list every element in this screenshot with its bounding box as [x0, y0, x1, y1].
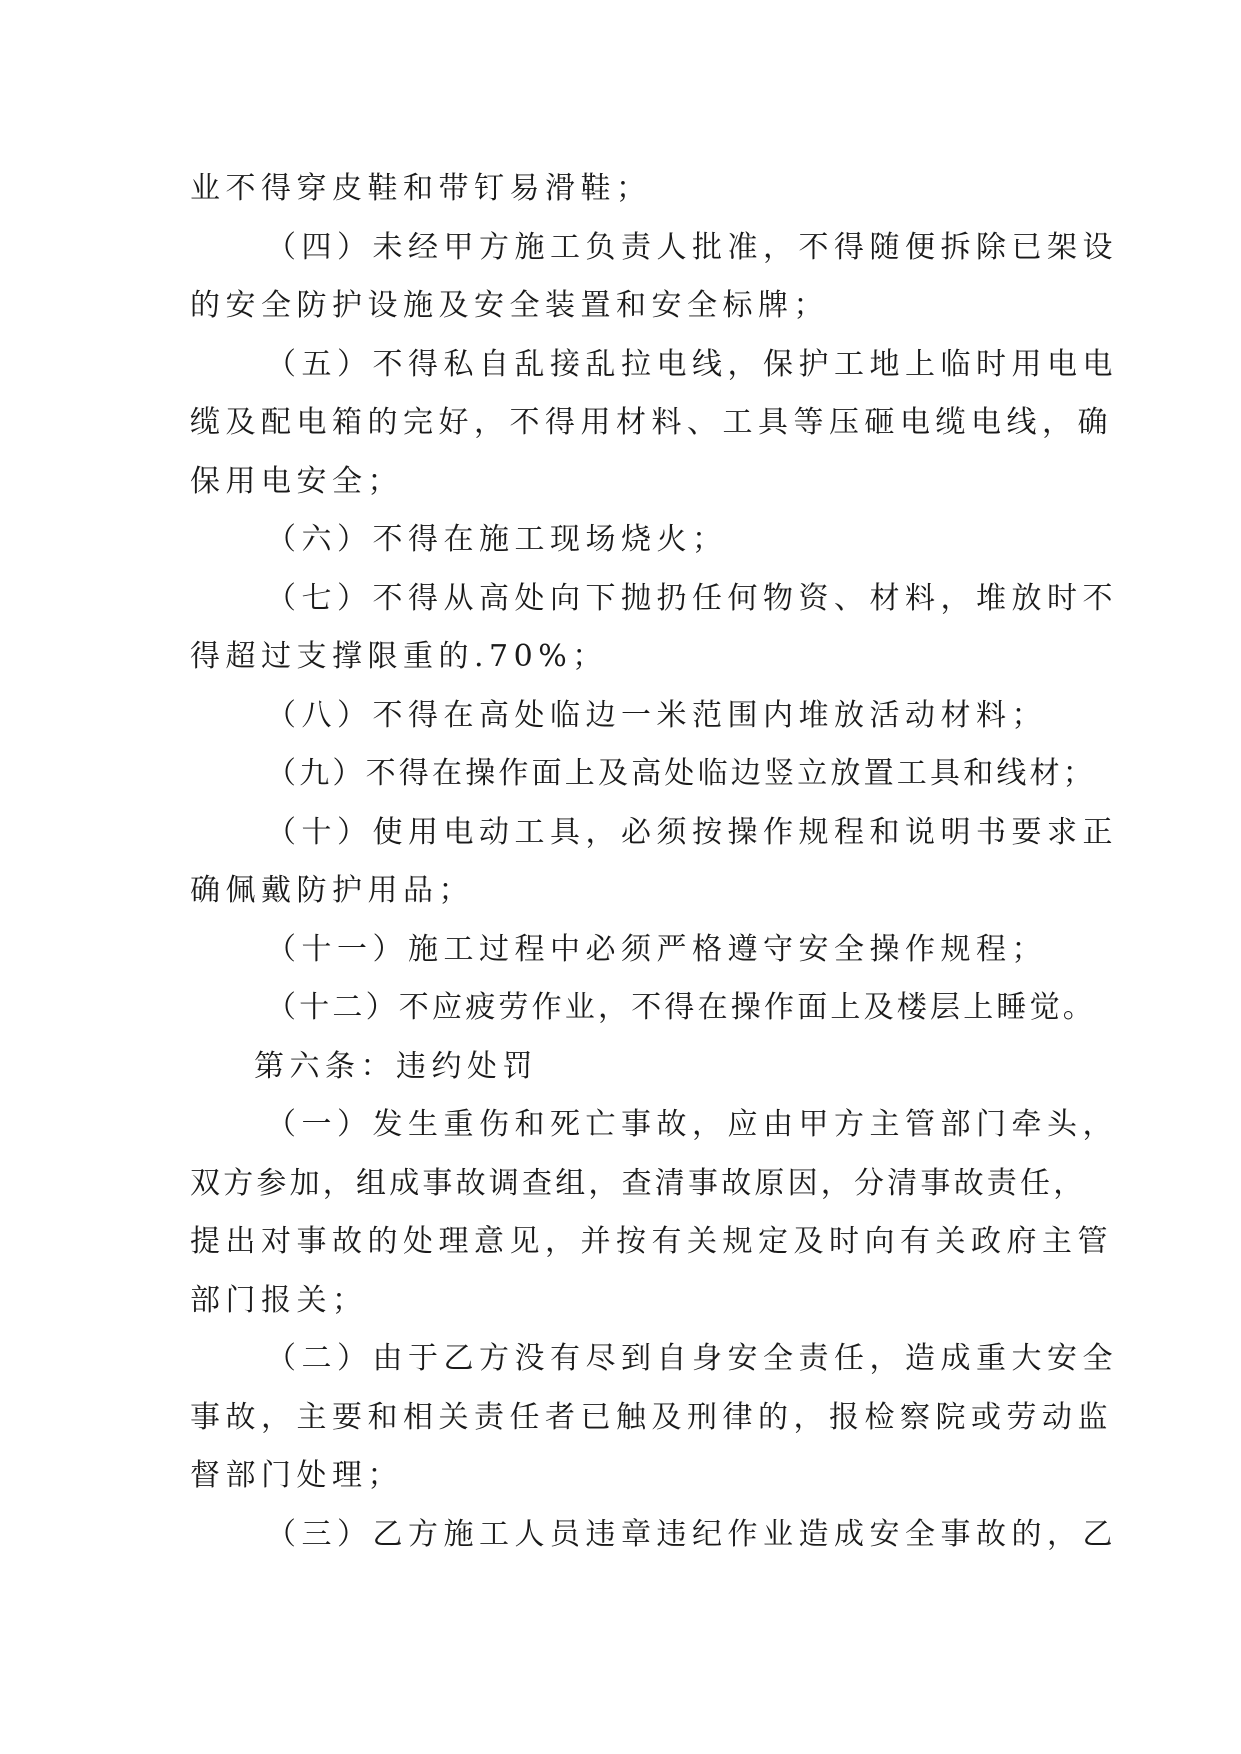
text-line: 得超过支撑限重的.70%；	[190, 639, 608, 674]
clause-line: （三）乙方施工人员违章违纪作业造成安全事故的，乙	[266, 1516, 1118, 1552]
clause-line: （四）未经甲方施工负责人批准，不得随便拆除已架设	[266, 229, 1118, 265]
clause-line: （五）不得私自乱接乱拉电线，保护工地上临时用电电	[266, 346, 1118, 382]
clause-line: （七）不得从高处向下抛扔任何物资、材料，堆放时不	[266, 580, 1118, 616]
text-line: 业不得穿皮鞋和带钉易滑鞋；	[190, 171, 652, 206]
text-line: 确佩戴防护用品；	[190, 873, 474, 908]
clause-line: （一）发生重伤和死亡事故，应由甲方主管部门牵头，	[266, 1107, 1118, 1142]
clause-line: （八）不得在高处临边一米范围内堆放活动材料；	[266, 697, 1047, 733]
text-line: 部门报关；	[190, 1282, 368, 1318]
clause-line: （九）不得在操作面上及高处临边竖立放置工具和线材；	[266, 756, 1096, 791]
section-heading: 第六条：违约处罚	[254, 1048, 538, 1084]
text-line: 保用电安全；	[190, 463, 403, 499]
text-line: 双方参加，组成事故调查组，查清事故原因，分清事故责任，	[190, 1165, 1087, 1201]
text-line: 缆及配电箱的完好，不得用材料、工具等压砸电缆电线，确	[190, 405, 1113, 440]
text-line: 事故，主要和相关责任者已触及刑律的，报检察院或劳动监	[190, 1399, 1113, 1435]
document-body	[190, 160, 1118, 1564]
text-line: 督部门处理；	[190, 1458, 403, 1493]
clause-line: （十）使用电动工具，必须按操作规程和说明书要求正	[266, 814, 1118, 850]
clause-line: （二）由于乙方没有尽到自身安全责任，造成重大安全	[266, 1341, 1118, 1376]
clause-line: （六）不得在施工现场烧火；	[266, 522, 728, 557]
clause-line: （十二）不应疲劳作业，不得在操作面上及楼层上睡觉。	[266, 990, 1096, 1025]
clause-line: （十一）施工过程中必须严格遵守安全操作规程；	[266, 931, 1047, 967]
text-line: 的安全防护设施及安全装置和安全标牌；	[190, 288, 829, 323]
text-line: 提出对事故的处理意见，并按有关规定及时向有关政府主管	[190, 1224, 1113, 1259]
